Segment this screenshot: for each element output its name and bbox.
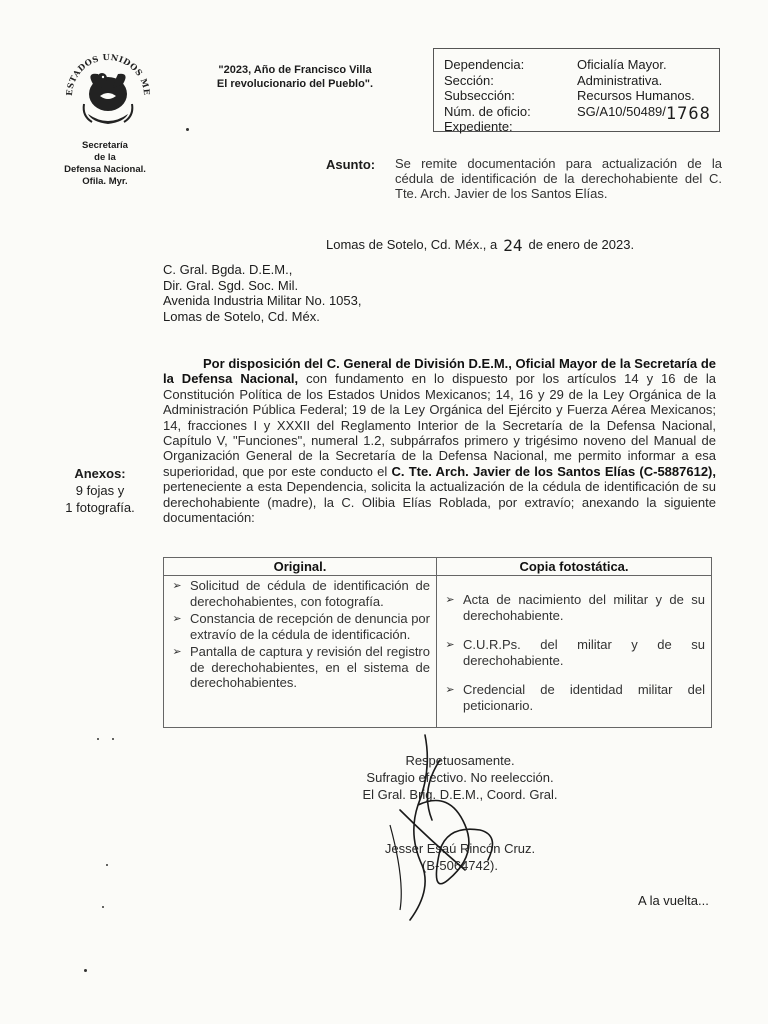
body-paragraph xyxy=(163,356,716,525)
arrow-bullet-icon: ➢ xyxy=(445,684,455,696)
info-row-dependencia xyxy=(444,57,719,73)
body-text-part1: con fundamento en lo dispuesto por los artículos 14 y 16 de la Constitución Política de los Estados Unidos Mexicanos; 14, 16 y 29 de la Ley Orgánica de la Administración Pública Federal; 19 de la Ley Orgánica del Ejército y Fuerza Aérea Mexicanos; 14, fracciones I y XXXII del Reglamento Interior de la Secretaría de la Defensa Nacional, Capítulo V, "Funciones", numeral 1.2, subpárrafos primero y trigésimo noveno del Manual de Organización General de la Secretaría de la Defensa Nacional, me permito informar a esa superioridad, que por este conducto el xyxy=(163,371,716,479)
info-value: Oficialía Mayor. xyxy=(577,57,667,72)
body-bold-lead: Por disposición del C. General de División D.E.M., Oficial Mayor de la Secretaría de la Defensa Nacional, xyxy=(163,356,716,387)
handwritten-day: 24 xyxy=(503,236,523,255)
info-key: Dependencia: xyxy=(444,57,525,72)
list-item: ➢ Constancia de recepción de denuncia por extravío de la cédula de identificación. xyxy=(164,611,436,642)
scan-speck xyxy=(102,906,104,908)
signer-name: Jesser Esaú Rincón Cruz. xyxy=(384,841,536,856)
scan-speck xyxy=(84,969,87,972)
scan-speck xyxy=(97,738,99,740)
list-item: ➢ C.U.R.Ps. del militar y de su derechohabiente. xyxy=(437,637,711,668)
list-item: ➢ Pantalla de captura y revisión del registro de derechohabientes, en el sistema de derechohabientes. xyxy=(164,644,436,691)
caption-line: Ofila. Myr. xyxy=(82,176,128,187)
scan-speck xyxy=(106,864,108,866)
arrow-bullet-icon: ➢ xyxy=(445,639,455,651)
office-info-box xyxy=(433,48,720,132)
handwritten-signature xyxy=(370,730,520,930)
handwritten-oficio-number: 1768 xyxy=(665,103,711,124)
scan-speck xyxy=(186,128,189,131)
seal-ring-text: ESTADOS UNIDOS ME xyxy=(63,51,153,97)
oficio-prefix: SG/A10/50489/ xyxy=(577,103,666,119)
closing-line: Respetuosamente. xyxy=(405,753,515,768)
arrow-bullet-icon: ➢ xyxy=(172,646,182,658)
info-key: Subsección: xyxy=(444,88,515,103)
institution-caption xyxy=(40,140,170,188)
header-copia: Copia fotostática. xyxy=(437,558,712,576)
place-prefix: Lomas de Sotelo, Cd. Méx., a xyxy=(326,237,498,252)
place-date xyxy=(326,234,634,253)
address-line: C. Gral. Bgda. D.E.M., xyxy=(163,262,293,277)
scan-speck xyxy=(112,738,114,740)
recipient-address xyxy=(163,262,361,324)
caption-line: Secretaría xyxy=(82,140,128,151)
info-key: Núm. de oficio: xyxy=(444,103,531,119)
national-seal-emblem xyxy=(58,44,158,140)
original-column xyxy=(164,576,437,728)
info-value: Recursos Humanos. xyxy=(577,88,695,103)
info-value: Administrativa. xyxy=(577,72,663,88)
anexos-label: Anexos: xyxy=(74,466,126,481)
motto-line: "2023, Año de Francisco Villa xyxy=(218,64,372,76)
address-line: Dir. Gral. Sgd. Soc. Mil. xyxy=(163,277,299,293)
signer-id: (B-5064742). xyxy=(422,858,498,873)
asunto-label: Asunto: xyxy=(326,157,376,172)
body-bold-name: C. Tte. Arch. Javier de los Santos Elías (C-5887612), xyxy=(391,463,716,479)
anexos-line: 1 fotografía. xyxy=(65,500,135,515)
address-line: Avenida Industria Militar No. 1053, xyxy=(163,293,362,308)
info-row-seccion xyxy=(444,73,719,89)
arrow-bullet-icon: ➢ xyxy=(445,594,455,606)
info-value xyxy=(577,103,719,124)
anexos-note xyxy=(40,465,160,516)
motto-line: El revolucionario del Pueblo". xyxy=(216,78,374,90)
info-row-num-oficio xyxy=(444,103,719,124)
eagle-seal-icon xyxy=(58,44,158,140)
year-motto xyxy=(200,63,390,91)
caption-line: Defensa Nacional. xyxy=(64,164,146,175)
caption-line: de la xyxy=(94,152,116,163)
copia-column xyxy=(437,576,712,728)
turn-page-note: A la vuelta... xyxy=(638,893,709,908)
list-item: ➢ Credencial de identidad militar del peticionario. xyxy=(437,682,711,713)
body-text-part2: perteneciente a esta Dependencia, solicita la actualización de la cédula de identificación de su derechohabiente (madre), la C. Olibia Elías Roblada, por extravío; anexando la siguiente documentación: xyxy=(163,479,716,526)
header-original: Original. xyxy=(164,558,437,576)
info-row-subseccion xyxy=(444,88,719,104)
info-key: Sección: xyxy=(444,72,494,88)
date-suffix: de enero de 2023. xyxy=(528,237,635,252)
documents-table xyxy=(163,557,712,728)
list-item: ➢ Solicitud de cédula de identificación de derechohabientes, con fotografía. xyxy=(164,578,436,609)
arrow-bullet-icon: ➢ xyxy=(172,580,182,592)
arrow-bullet-icon: ➢ xyxy=(172,613,182,625)
list-item: ➢ Acta de nacimiento del militar y de su derechohabiente. xyxy=(437,592,711,623)
asunto-text: Se remite documentación para actualización de la cédula de identificación de la derechohabiente del C. Tte. Arch. Javier de los Santos Elías. xyxy=(395,156,722,201)
anexos-line: 9 fojas y xyxy=(75,483,125,498)
closing-line: El Gral. Brig. D.E.M., Coord. Gral. xyxy=(362,787,558,802)
closing-line: Sufragio efectivo. No reelección. xyxy=(366,770,554,785)
info-key: Expediente: xyxy=(444,119,513,134)
address-line: Lomas de Sotelo, Cd. Méx. xyxy=(163,308,320,324)
